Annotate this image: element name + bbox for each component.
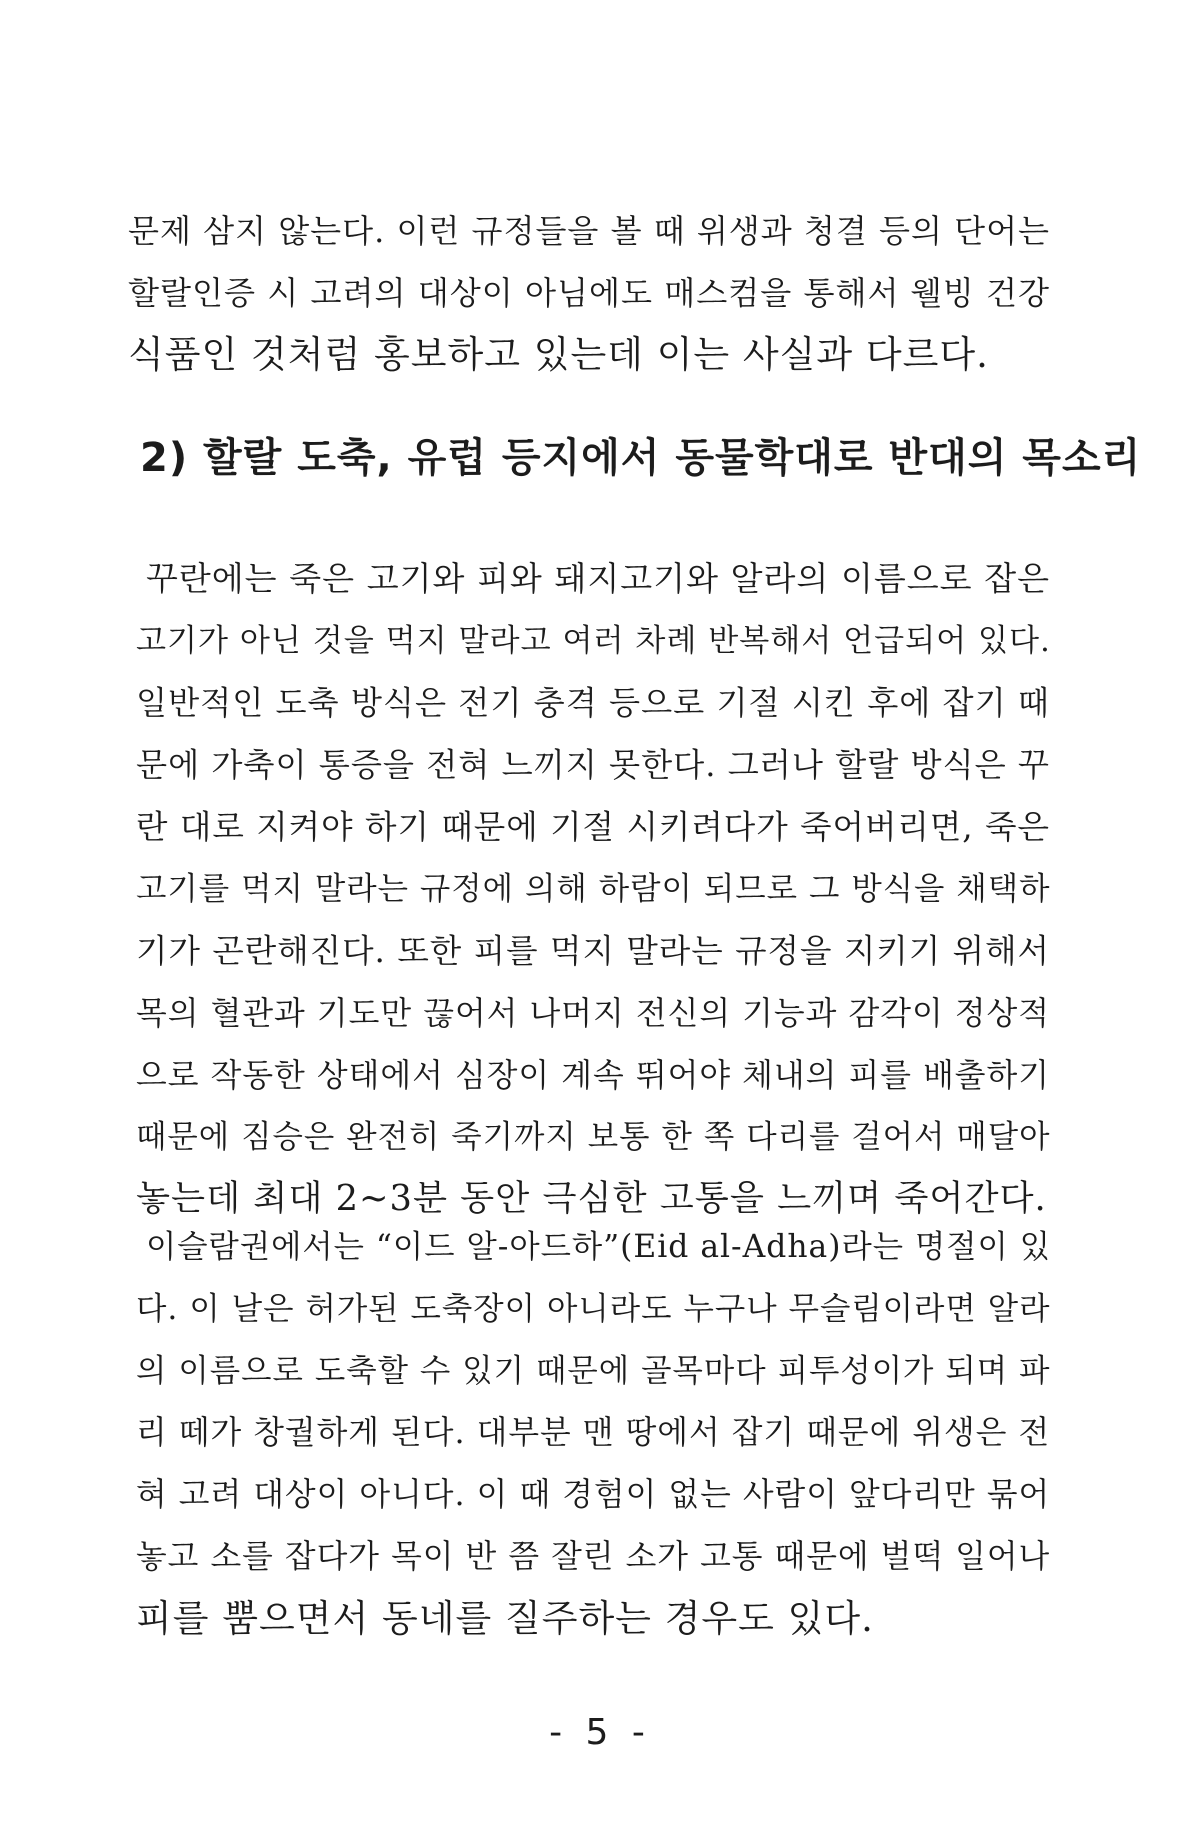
section-heading: 2) 할랄 도축, 유럽 등지에서 동물학대로 반대의 목소리 bbox=[140, 435, 1142, 481]
paragraph-line: 목의 혈관과 기도만 끊어서 나머지 전신의 기능과 감각이 정상적 bbox=[136, 994, 1050, 1032]
paragraph-line: 리 떼가 창궐하게 된다. 대부분 맨 땅에서 잡기 때문에 위생은 전 bbox=[136, 1415, 1051, 1451]
paragraph-line: 으로 작동한 상태에서 심장이 계속 뛰어야 체내의 피를 배출하기 bbox=[136, 1056, 1050, 1094]
paragraph-quran-slaughter bbox=[136, 548, 1050, 1230]
paragraph-hygiene bbox=[128, 200, 1050, 386]
paragraph-line: 할랄인증 시 고려의 대상이 아님에도 매스컴을 통해서 웰빙 건강 bbox=[128, 274, 1050, 312]
paragraph-line: 의 이름으로 도축할 수 있기 때문에 골목마다 피투성이가 되며 파 bbox=[136, 1353, 1051, 1389]
paragraph-line: 피를 뿜으면서 동네를 질주하는 경우도 있다. bbox=[136, 1597, 874, 1640]
paragraph-line: 일반적인 도축 방식은 전기 충격 등으로 기절 시킨 후에 잡기 때 bbox=[136, 684, 1050, 722]
paragraph-line: 다. 이 날은 허가된 도축장이 아니라도 누구나 무슬림이라면 알라 bbox=[136, 1291, 1051, 1327]
paragraph-line: 놓는데 최대 2~3분 동안 극심한 고통을 느끼며 죽어간다. bbox=[136, 1178, 1047, 1219]
paragraph-eid-al-adha bbox=[136, 1216, 1050, 1650]
paragraph-line: 혀 고려 대상이 아니다. 이 때 경험이 없는 사람이 앞다리만 묶어 bbox=[136, 1477, 1051, 1513]
paragraph-line: 기가 곤란해진다. 또한 피를 먹지 말라는 규정을 지키기 위해서 bbox=[136, 932, 1050, 970]
page-number: - 5 - bbox=[549, 1712, 651, 1753]
paragraph-line: 문제 삼지 않는다. 이런 규정들을 볼 때 위생과 청결 등의 단어는 bbox=[128, 212, 1050, 250]
paragraph-line: 고기를 먹지 말라는 규정에 의해 하람이 되므로 그 방식을 채택하 bbox=[136, 871, 1051, 907]
paragraph-line: 식품인 것처럼 홍보하고 있는데 이는 사실과 다르다. bbox=[128, 333, 989, 376]
paragraph-line: 이슬람권에서는 “이드 알-아드하”(Eid al-Adha)라는 명절이 있 bbox=[146, 1229, 1052, 1265]
paragraph-line: 문에 가축이 통증을 전혀 느끼지 못한다. 그러나 할랄 방식은 꾸 bbox=[136, 746, 1050, 784]
paragraph-line: 란 대로 지켜야 하기 때문에 기절 시키려다가 죽어버리면, 죽은 bbox=[136, 808, 1050, 846]
paragraph-line: 고기가 아닌 것을 먹지 말라고 여러 차례 반복해서 언급되어 있다. bbox=[136, 623, 1051, 659]
paragraph-line: 놓고 소를 잡다가 목이 반 쯤 잘린 소가 고통 때문에 벌떡 일어나 bbox=[136, 1539, 1051, 1575]
paragraph-line: 꾸란에는 죽은 고기와 피와 돼지고기와 알라의 이름으로 잡은 bbox=[146, 559, 1050, 598]
paragraph-line: 때문에 짐승은 완전히 죽기까지 보통 한 쪽 다리를 걸어서 매달아 bbox=[136, 1119, 1051, 1155]
